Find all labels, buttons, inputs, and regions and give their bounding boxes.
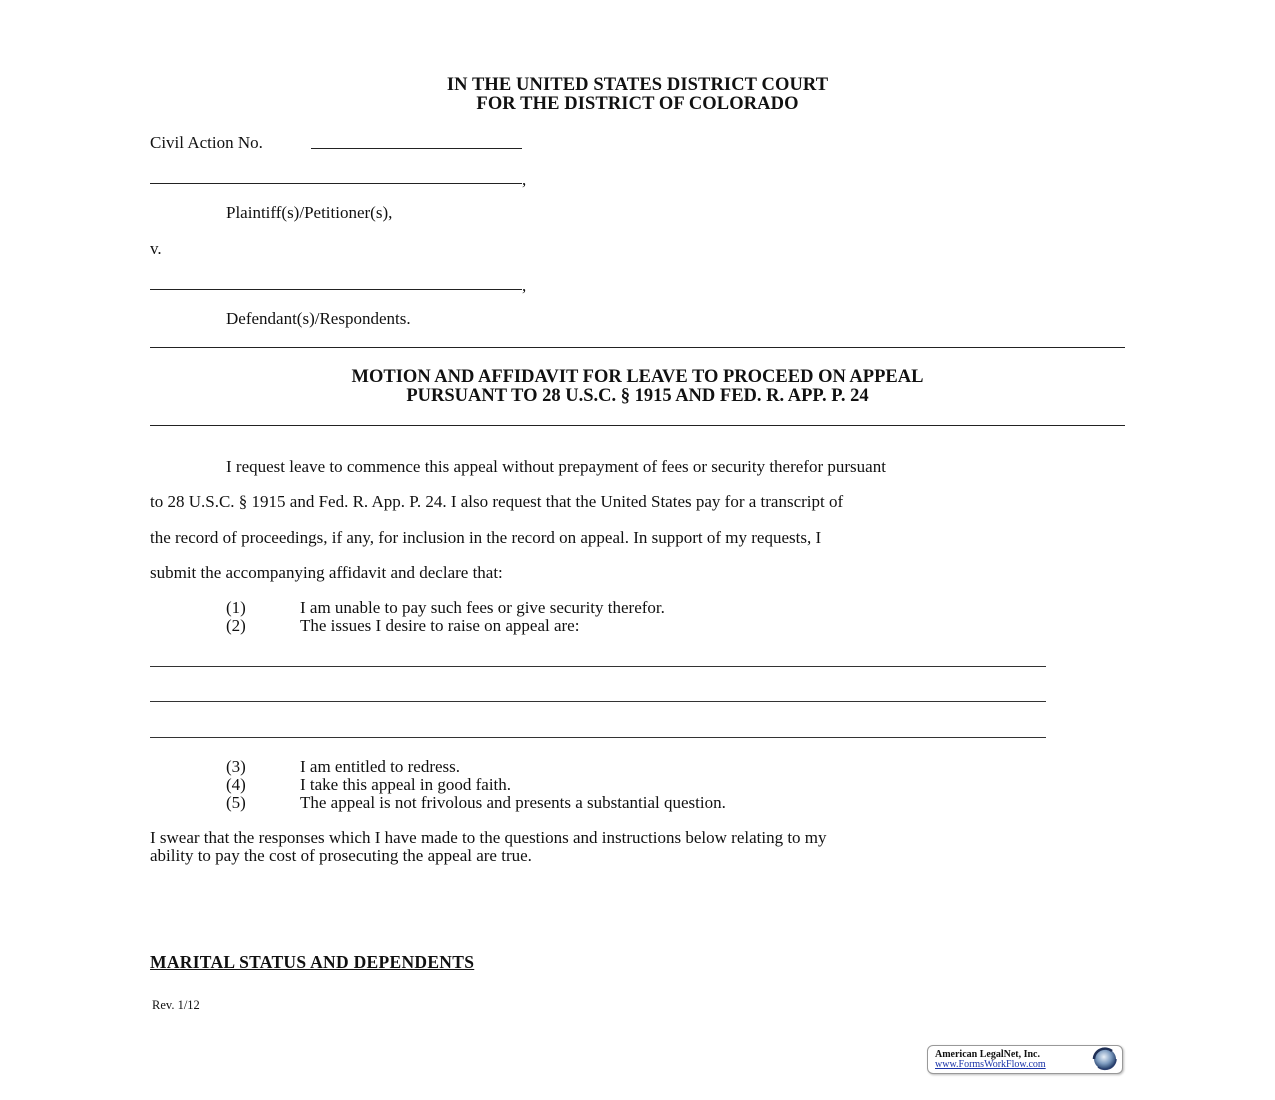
declaration-item: [226, 616, 579, 635]
court-title-line2: FOR THE DISTRICT OF COLORADO: [476, 94, 799, 114]
defendant-name-field[interactable]: [150, 289, 522, 290]
declaration-text: I take this appeal in good faith.: [300, 775, 512, 794]
request-paragraph-line2: to 28 U.S.C. § 1915 and Fed. R. App. P. 24. I also request that the United States pay for a transcript of: [150, 492, 844, 511]
section-heading-marital-status: MARITAL STATUS AND DEPENDENTS: [150, 952, 475, 972]
publisher-name: American LegalNet, Inc.: [935, 1049, 1040, 1060]
declaration-number: (2): [226, 616, 246, 635]
court-title-line1: IN THE UNITED STATES DISTRICT COURT: [446, 75, 829, 95]
title-bottom-rule: [150, 425, 1125, 426]
globe-logo-icon: [1090, 1047, 1118, 1071]
declaration-text: The appeal is not frivolous and presents a substantial question.: [300, 793, 726, 812]
plaintiff-comma: ,: [522, 170, 527, 189]
civil-action-number-field[interactable]: [311, 148, 522, 149]
declaration-number: (1): [226, 598, 246, 617]
revision-label: Rev. 1/12: [152, 998, 200, 1012]
declaration-text: The issues I desire to raise on appeal are:: [300, 616, 580, 635]
declaration-text: I am entitled to redress.: [300, 757, 461, 776]
request-paragraph-line3: the record of proceedings, if any, for inclusion in the record on appeal. In support of my requests, I: [150, 528, 822, 547]
declaration-item: [226, 775, 511, 794]
oath-line1: I swear that the responses which I have made to the questions and instructions below relating to my: [150, 828, 827, 847]
declaration-number: (5): [226, 793, 246, 812]
declaration-number: (4): [226, 775, 246, 794]
defendant-comma: ,: [522, 276, 527, 295]
civil-action-label: Civil Action No.: [150, 133, 263, 152]
publisher-link[interactable]: www.FormsWorkFlow.com: [935, 1059, 1046, 1070]
oath-line2: ability to pay the cost of prosecuting the appeal are true.: [150, 846, 532, 865]
motion-title-line1: MOTION AND AFFIDAVIT FOR LEAVE TO PROCEED ON APPEAL: [351, 367, 924, 387]
request-paragraph-line1: I request leave to commence this appeal without prepayment of fees or security therefor pursuant: [226, 457, 886, 476]
request-paragraph-line4: submit the accompanying affidavit and declare that:: [150, 563, 503, 582]
appeal-issue-field-3[interactable]: [150, 737, 1046, 738]
declaration-item: [226, 598, 665, 617]
motion-title-line2: PURSUANT TO 28 U.S.C. § 1915 AND FED. R. APP. P. 24: [406, 386, 869, 406]
title-top-rule: [150, 347, 1125, 348]
appeal-issue-field-1[interactable]: [150, 666, 1046, 667]
plaintiff-name-field[interactable]: [150, 183, 522, 184]
plaintiff-label: Plaintiff(s)/Petitioner(s),: [226, 203, 393, 222]
appeal-issue-field-2[interactable]: [150, 701, 1046, 702]
declaration-text: I am unable to pay such fees or give security therefor.: [300, 598, 665, 617]
declaration-item: [226, 793, 726, 812]
versus-label: v.: [150, 239, 162, 258]
declaration-number: (3): [226, 757, 246, 776]
publisher-badge: [927, 1045, 1123, 1074]
defendant-label: Defendant(s)/Respondents.: [226, 309, 411, 328]
declaration-item: [226, 757, 460, 776]
